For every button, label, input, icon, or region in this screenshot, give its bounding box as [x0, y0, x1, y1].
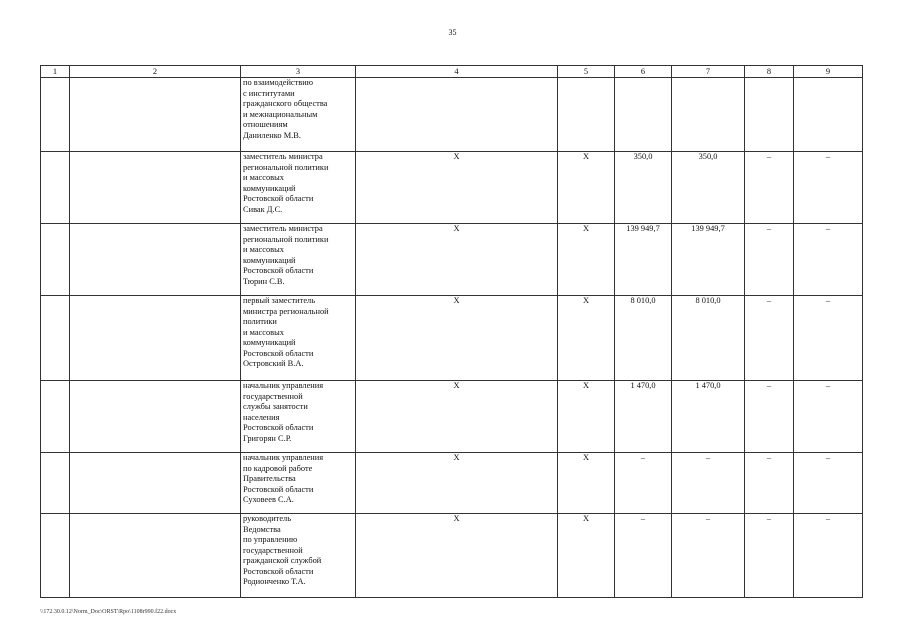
cell-c3: заместитель министра региональной политики и массовых коммуникаций Ростовской области Сивак Д.С.	[241, 152, 356, 224]
cell-c3: начальник управления по кадровой работе Правительства Ростовской области Суховеев С.А.	[241, 453, 356, 514]
cell-c9: –	[794, 296, 863, 381]
cell-c2	[70, 78, 241, 152]
cell-c4: Х	[356, 224, 558, 296]
cell-c7: –	[672, 514, 745, 598]
cell-c9: –	[794, 381, 863, 453]
cell-c2	[70, 381, 241, 453]
cell-c3: заместитель министра региональной политики и массовых коммуникаций Ростовской области Тюрин С.В.	[241, 224, 356, 296]
table-row	[41, 381, 863, 453]
cell-c8: –	[745, 453, 794, 514]
cell-c5	[558, 78, 615, 152]
cell-c4: Х	[356, 296, 558, 381]
cell-c1	[41, 453, 70, 514]
cell-c6: –	[615, 453, 672, 514]
cell-c4: Х	[356, 381, 558, 453]
cell-c8: –	[745, 514, 794, 598]
cell-c1	[41, 224, 70, 296]
cell-c9: –	[794, 514, 863, 598]
cell-c7	[672, 78, 745, 152]
table-row	[41, 152, 863, 224]
table-row	[41, 296, 863, 381]
column-number: 7	[672, 66, 745, 78]
table-row	[41, 78, 863, 152]
column-number: 2	[70, 66, 241, 78]
cell-c6: 1 470,0	[615, 381, 672, 453]
cell-c8: –	[745, 224, 794, 296]
table-row	[41, 514, 863, 598]
cell-c7: 1 470,0	[672, 381, 745, 453]
cell-c1	[41, 381, 70, 453]
cell-c4: Х	[356, 152, 558, 224]
page-number: 35	[448, 28, 457, 37]
cell-c1	[41, 514, 70, 598]
cell-c7: 139 949,7	[672, 224, 745, 296]
column-number: 9	[794, 66, 863, 78]
cell-c7: 8 010,0	[672, 296, 745, 381]
cell-c4: Х	[356, 453, 558, 514]
cell-c3: первый заместитель министра региональной политики и массовых коммуникаций Ростовской области Островский В.А.	[241, 296, 356, 381]
column-number: 4	[356, 66, 558, 78]
cell-c5: Х	[558, 296, 615, 381]
cell-c3: руководитель Ведомства по управлению государственной гражданской службой Ростовской области Родионченко Т.А.	[241, 514, 356, 598]
cell-c7: 350,0	[672, 152, 745, 224]
cell-c8: –	[745, 152, 794, 224]
cell-c9: –	[794, 453, 863, 514]
table-row	[41, 224, 863, 296]
cell-c5: Х	[558, 224, 615, 296]
cell-c6	[615, 78, 672, 152]
file-path-footer: \\172.30.0.12\Norm_Doc\ORST\Rpo\1108r990.f22.docx	[40, 609, 177, 615]
cell-c5: Х	[558, 514, 615, 598]
cell-c4: Х	[356, 514, 558, 598]
column-number: 1	[41, 66, 70, 78]
cell-c1	[41, 152, 70, 224]
budget-table	[40, 65, 863, 598]
cell-c9: –	[794, 152, 863, 224]
cell-c2	[70, 514, 241, 598]
column-number: 3	[241, 66, 356, 78]
column-number: 5	[558, 66, 615, 78]
cell-c8: –	[745, 381, 794, 453]
cell-c5: Х	[558, 152, 615, 224]
table-row	[41, 453, 863, 514]
cell-c2	[70, 453, 241, 514]
cell-c3: по взаимодействию с институтами гражданского общества и межнациональным отношениям Даниленко М.В.	[241, 78, 356, 152]
cell-c9	[794, 78, 863, 152]
cell-c8: –	[745, 296, 794, 381]
column-number: 6	[615, 66, 672, 78]
cell-c6: 8 010,0	[615, 296, 672, 381]
cell-c1	[41, 296, 70, 381]
cell-c7: –	[672, 453, 745, 514]
cell-c8	[745, 78, 794, 152]
table-body	[41, 66, 863, 598]
cell-c4	[356, 78, 558, 152]
cell-c5: Х	[558, 453, 615, 514]
cell-c2	[70, 224, 241, 296]
cell-c5: Х	[558, 381, 615, 453]
cell-c1	[41, 78, 70, 152]
column-number: 8	[745, 66, 794, 78]
cell-c9: –	[794, 224, 863, 296]
cell-c6: 139 949,7	[615, 224, 672, 296]
cell-c6: 350,0	[615, 152, 672, 224]
cell-c6: –	[615, 514, 672, 598]
cell-c3: начальник управления государственной службы занятости населения Ростовской области Григорян С.Р.	[241, 381, 356, 453]
cell-c2	[70, 296, 241, 381]
column-number-row	[41, 66, 863, 78]
cell-c2	[70, 152, 241, 224]
